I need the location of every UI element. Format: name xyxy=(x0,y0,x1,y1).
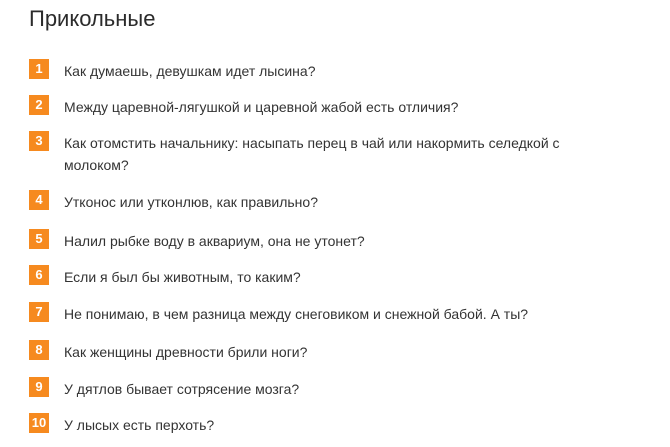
item-number-badge: 8 xyxy=(29,340,49,360)
page-title: Прикольные xyxy=(29,6,156,31)
item-text: Как думаешь, девушкам идет лысина? xyxy=(64,63,316,79)
item-text: Утконос или утконлюв, как правильно? xyxy=(64,194,318,210)
item-text: Как женщины древности брили ноги? xyxy=(64,344,308,360)
item-number-badge: 1 xyxy=(29,59,49,79)
item-text: Налил рыбке воду в аквариум, она не утонет? xyxy=(64,233,365,249)
item-text: Если я был бы животным, то каким? xyxy=(64,269,301,285)
item-number-badge: 3 xyxy=(29,131,49,151)
item-text: У дятлов бывает сотрясение мозга? xyxy=(64,381,300,397)
item-number-badge: 7 xyxy=(29,302,49,322)
item-text: Между царевной-лягушкой и царевной жабой есть отличия? xyxy=(64,99,459,115)
item-number-badge: 6 xyxy=(29,265,49,285)
item-number-badge: 4 xyxy=(29,190,49,210)
item-text: Не понимаю, в чем разница между снеговиком и снежной бабой. А ты? xyxy=(64,306,529,322)
item-text: Как отомстить начальнику: насыпать перец в чай или накормить селедкой с молоком? xyxy=(64,135,560,173)
item-number-badge: 9 xyxy=(29,377,49,397)
item-number-badge: 10 xyxy=(29,413,49,433)
item-number-badge: 2 xyxy=(29,95,49,115)
item-text: У лысых есть перхоть? xyxy=(64,417,215,433)
item-number-badge: 5 xyxy=(29,229,49,249)
